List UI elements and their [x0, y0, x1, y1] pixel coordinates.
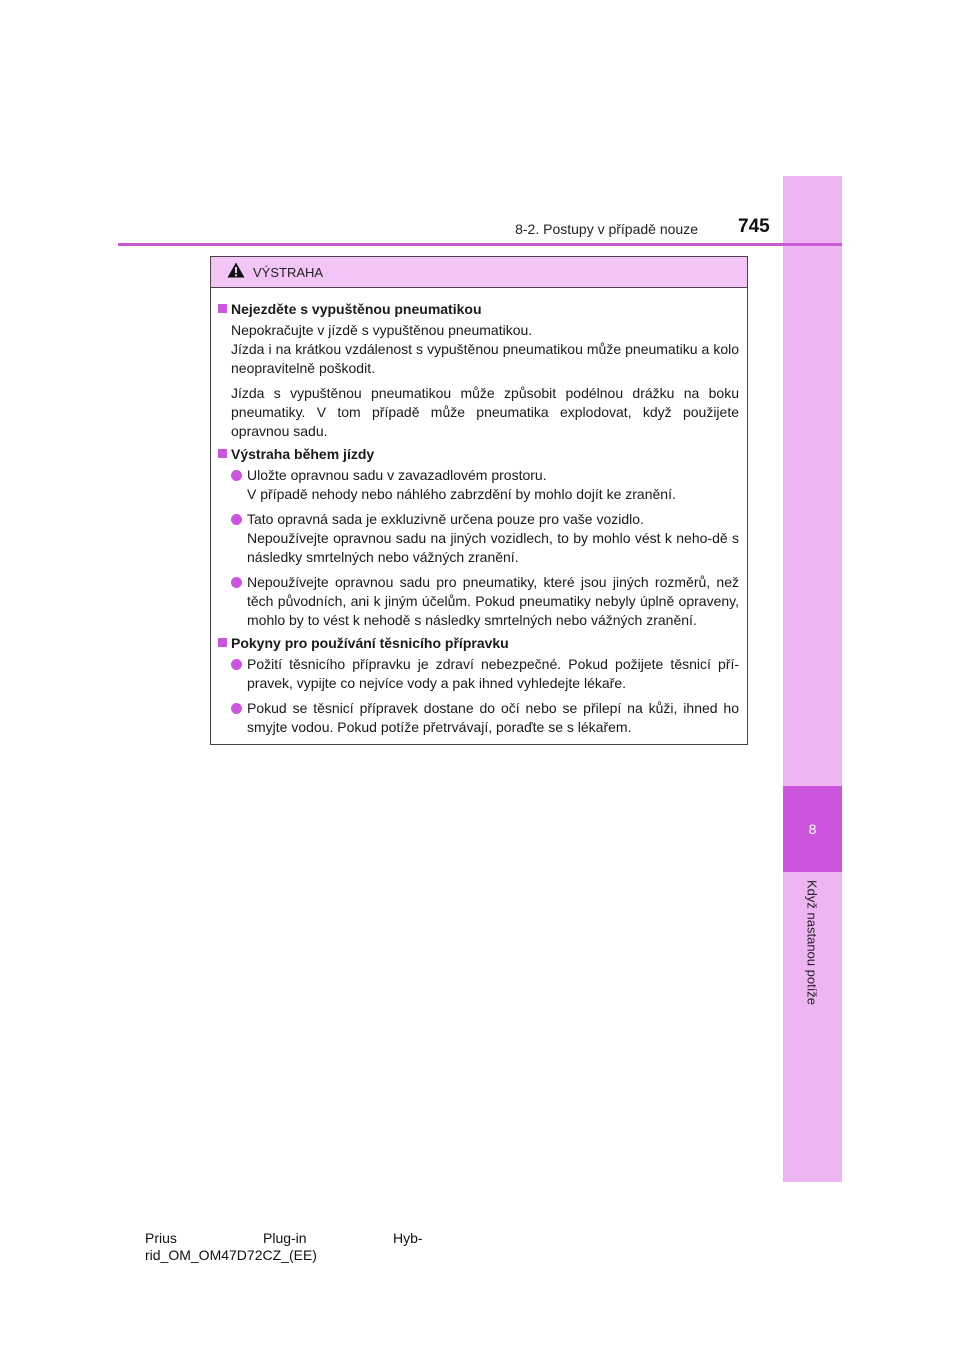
square-bullet-icon	[218, 638, 227, 647]
paragraph-line: Nepokračujte v jízdě s vypuštěnou pneumatikou.	[231, 322, 533, 338]
section-heading-text: Nejezděte s vypuštěnou pneumatikou	[231, 301, 482, 317]
circle-bullet-icon	[231, 470, 242, 481]
list-item-text: Tato opravná sada je exkluzivně určena pouze pro vaše vozidlo.	[247, 511, 644, 527]
paragraph	[231, 321, 739, 378]
list-item	[231, 510, 739, 567]
chapter-number-box	[783, 786, 842, 872]
list-item-text: Požití těsnicího přípravku je zdraví nebezpečné. Pokud požijete těsnicí pří-pravek, vypijte co nejvíce vody a pak ihned vyhledejte lékaře.	[247, 656, 739, 691]
section-heading-text: Výstraha během jízdy	[231, 446, 375, 462]
warning-section-driving	[218, 445, 739, 630]
footer-line-2: rid_OM_OM47D72CZ_(EE)	[145, 1247, 317, 1263]
footer-line-1	[145, 1230, 423, 1247]
paragraph-line: Jízda s vypuštěnou pneumatikou může způsobit podélnou drážku na boku pneumatiky. V tom případě může pneumatika explodovat, když použijete opravnou sadu.	[231, 385, 739, 439]
warning-triangle-icon	[227, 262, 245, 283]
warning-section-flat-tire	[218, 300, 739, 441]
list-item-text: Uložte opravnou sadu v zavazadlovém prostoru.	[247, 467, 547, 483]
circle-bullet-icon	[231, 659, 242, 670]
chapter-number: 8	[808, 821, 817, 837]
section-heading-text: Pokyny pro používání těsnicího přípravku	[231, 635, 509, 651]
footer-model-code	[145, 1230, 423, 1264]
list-item-text: V případě nehody nebo náhlého zabrzdění by mohlo dojít ke zranění.	[247, 486, 676, 502]
circle-bullet-icon	[231, 514, 242, 525]
warning-header	[211, 257, 747, 288]
warning-section-sealant	[218, 634, 739, 737]
circle-bullet-icon	[231, 703, 242, 714]
warning-title: VÝSTRAHA	[253, 264, 324, 280]
warning-body	[211, 288, 747, 737]
circle-bullet-icon	[231, 577, 242, 588]
list-item	[231, 699, 739, 737]
square-bullet-icon	[218, 449, 227, 458]
footer-word: Plug-in	[263, 1230, 307, 1246]
paragraph-line: Jízda i na krátkou vzdálenost s vypuštěnou pneumatikou může pneumatiku a kolo neopravitelně poškodit.	[231, 341, 739, 376]
list-item-text: Nepoužívejte opravnou sadu na jiných vozidlech, to by mohlo vést k neho-dě s následky smrtelných nebo vážných zranění.	[247, 530, 739, 565]
section-heading	[218, 300, 739, 319]
chapter-side-tab	[783, 176, 842, 1182]
list-item-text: Pokud se těsnicí přípravek dostane do očí nebo se přilepí na kůži, ihned ho smyjte vodou. Pokud potíže přetrvávají, poraďte se s lékařem.	[247, 700, 739, 735]
warning-box	[210, 256, 748, 745]
square-bullet-icon	[218, 304, 227, 313]
header-section-title: 8-2. Postupy v případě nouze	[515, 221, 698, 237]
list-item	[231, 466, 739, 504]
footer-word: Prius	[145, 1230, 177, 1246]
list-item	[231, 655, 739, 693]
section-heading	[218, 445, 739, 464]
list-item-text: Nepoužívejte opravnou sadu pro pneumatiky, které jsou jiných rozměrů, než těch původních, ani k jiným účelům. Pokud pneumatiky nebyly úplně opraveny, mohlo by to vést k nehodě s následky smrtelných nebo vážných zranění.	[247, 574, 739, 628]
page-number: 745	[738, 216, 770, 237]
chapter-title-vertical: Když nastanou potíže	[804, 880, 820, 1006]
footer-word: Hyb-	[393, 1230, 423, 1246]
paragraph	[231, 384, 739, 441]
section-heading	[218, 634, 739, 653]
list-item	[231, 573, 739, 630]
header-rule	[118, 243, 842, 246]
